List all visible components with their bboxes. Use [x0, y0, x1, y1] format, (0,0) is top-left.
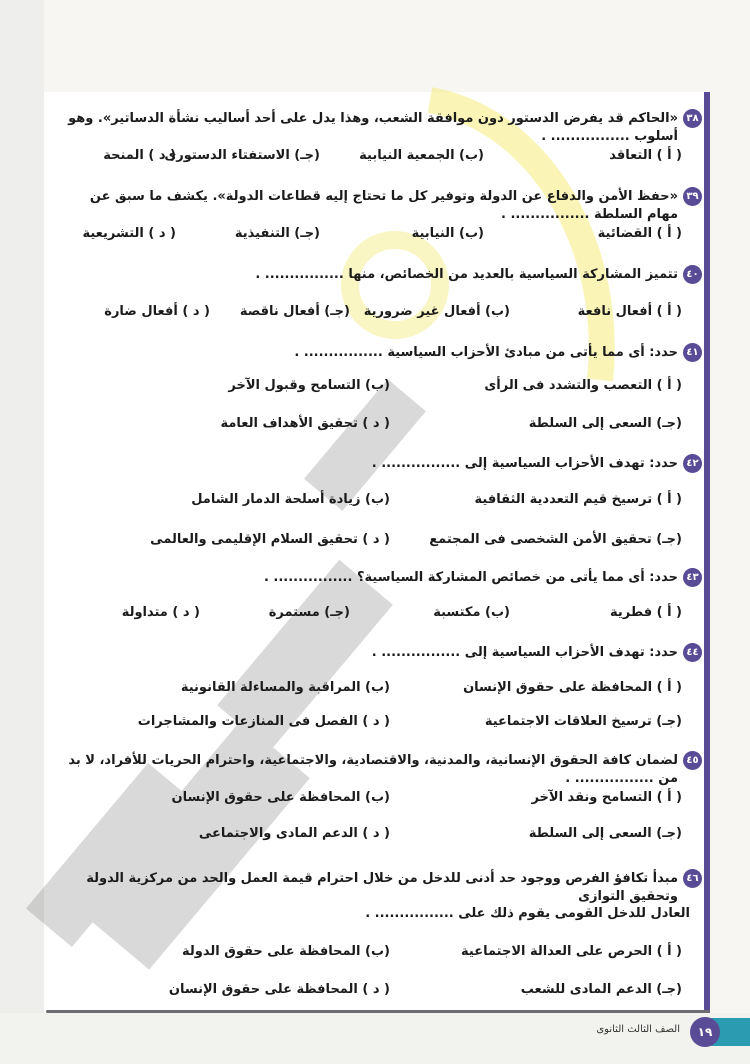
question-number-badge: ٣٩ [683, 187, 702, 206]
option-b[interactable]: (ب) أفعال غير ضرورية [363, 304, 510, 319]
question-text: حدد: أى مما يأتى من مبادئ الأحزاب السياسية ................ . [294, 345, 678, 360]
option-a[interactable]: ( أ ) ترسيخ قيم التعددية الثقافية [474, 492, 682, 507]
option-a[interactable]: ( أ ) الحرص على العدالة الاجتماعية [461, 944, 682, 959]
question-46 [50, 870, 702, 906]
question-40 [60, 266, 702, 284]
question-text: لضمان كافة الحقوق الإنسانية، والمدنية، والاقتصادية، والاجتماعية، واحترام الحريات للأفراد، لا بد من ................ . [68, 753, 678, 786]
option-a[interactable]: ( أ ) التعصب والتشدد فى الرأى [484, 378, 682, 393]
question-number-badge: ٤٤ [683, 643, 702, 662]
option-a[interactable]: ( أ ) القضائية [597, 226, 682, 241]
question-43 [60, 569, 702, 587]
footer-band [0, 1013, 750, 1064]
option-c[interactable]: (جـ) مستمرة [268, 605, 350, 620]
option-b[interactable]: (ب) المحافظة على حقوق الدولة [182, 944, 390, 959]
option-b[interactable]: (ب) المراقبة والمساءلة القانونية [180, 680, 390, 695]
option-d[interactable]: ( د ) متداولة [121, 605, 200, 620]
right-border-bar [704, 92, 710, 1024]
option-c[interactable]: (جـ) الدعم المادى للشعب [520, 982, 682, 997]
question-number-badge: ٤١ [683, 343, 702, 362]
option-b[interactable]: (ب) المحافظة على حقوق الإنسان [171, 790, 390, 805]
question-number-badge: ٤٣ [683, 568, 702, 587]
question-number-badge: ٤٢ [683, 454, 702, 473]
question-number-badge: ٤٥ [683, 751, 702, 770]
option-b[interactable]: (ب) الجمعية النيابية [359, 148, 484, 163]
option-c[interactable]: (جـ) ترسيخ العلاقات الاجتماعية [484, 714, 682, 729]
question-text: مبدأ تكافؤ الفرص ووجود حد أدنى للدخل من خلال احترام قيمة العمل والحد من مركزية الدولة وتحقيق التوازى [86, 871, 678, 904]
option-c[interactable]: (جـ) أفعال ناقصة [239, 304, 350, 319]
option-a[interactable]: ( أ ) المحافظة على حقوق الإنسان [463, 680, 682, 695]
option-a[interactable]: ( أ ) التعاقد [609, 148, 682, 163]
question-text: تتميز المشاركة السياسية بالعديد من الخصائص، منها ................ . [255, 267, 678, 282]
option-b[interactable]: (ب) مكتسبة [433, 605, 510, 620]
question-39 [60, 188, 702, 224]
question-46-continuation: العادل للدخل القومى يقوم ذلك على ................ . [365, 906, 690, 921]
option-d[interactable]: ( د ) المحافظة على حقوق الإنسان [168, 982, 390, 997]
option-d[interactable]: ( د ) تحقيق السلام الإقليمى والعالمى [150, 532, 390, 547]
option-a[interactable]: ( أ ) التسامح ونقد الآخر [531, 790, 682, 805]
option-b[interactable]: (ب) زيادة أسلحة الدمار الشامل [191, 492, 390, 507]
option-c[interactable]: (جـ) الاستفتاء الدستورى [164, 148, 320, 163]
option-b[interactable]: (ب) التسامح وقبول الآخر [228, 378, 390, 393]
option-d[interactable]: ( د ) أفعال ضارة [104, 304, 210, 319]
option-c[interactable]: (جـ) التنفيذية [234, 226, 320, 241]
question-number-badge: ٤٠ [683, 265, 702, 284]
option-c[interactable]: (جـ) السعى إلى السلطة [528, 826, 682, 841]
option-d[interactable]: ( د ) الدعم المادى والاجتماعى [198, 826, 390, 841]
grade-label: الصف الثالث الثانوى [596, 1024, 680, 1035]
question-45 [60, 752, 702, 788]
option-d[interactable]: ( د ) التشريعية [82, 226, 176, 241]
option-d[interactable]: ( د ) تحقيق الأهداف العامة [220, 416, 390, 431]
page-number: ١٩ [690, 1017, 720, 1047]
question-38 [60, 110, 702, 146]
option-d[interactable]: ( د ) الفصل فى المنازعات والمشاجرات [137, 714, 390, 729]
option-a[interactable]: ( أ ) أفعال نافعة [577, 304, 682, 319]
option-c[interactable]: (جـ) تحقيق الأمن الشخصى فى المجتمع [429, 532, 682, 547]
option-c[interactable]: (جـ) السعى إلى السلطة [528, 416, 682, 431]
question-text: حدد: أى مما يأتى من خصائص المشاركة السياسية؟ ................ . [263, 570, 678, 585]
question-number-badge: ٣٨ [683, 109, 702, 128]
question-44 [60, 644, 702, 662]
left-margin [0, 0, 44, 1064]
option-d[interactable]: ( د ) المنحة [103, 148, 176, 163]
option-a[interactable]: ( أ ) فطرية [610, 605, 682, 620]
question-text: «حفظ الأمن والدفاع عن الدولة وتوفير كل ما تحتاج إليه قطاعات الدولة». يكشف ما سبق عن مهام السلطة ................ . [89, 189, 678, 222]
question-text: «الحاكم قد يفرض الدستور دون موافقة الشعب، وهذا يدل على أحد أساليب نشأة الدساتير». وهو أسلوب ................ . [68, 111, 678, 144]
question-41 [60, 344, 702, 362]
option-b[interactable]: (ب) النيابية [411, 226, 484, 241]
question-number-badge: ٤٦ [683, 869, 702, 888]
question-42 [60, 455, 702, 473]
question-text: حدد: تهدف الأحزاب السياسية إلى ................ . [371, 456, 678, 471]
question-text: حدد: تهدف الأحزاب السياسية إلى ................ . [371, 645, 678, 660]
